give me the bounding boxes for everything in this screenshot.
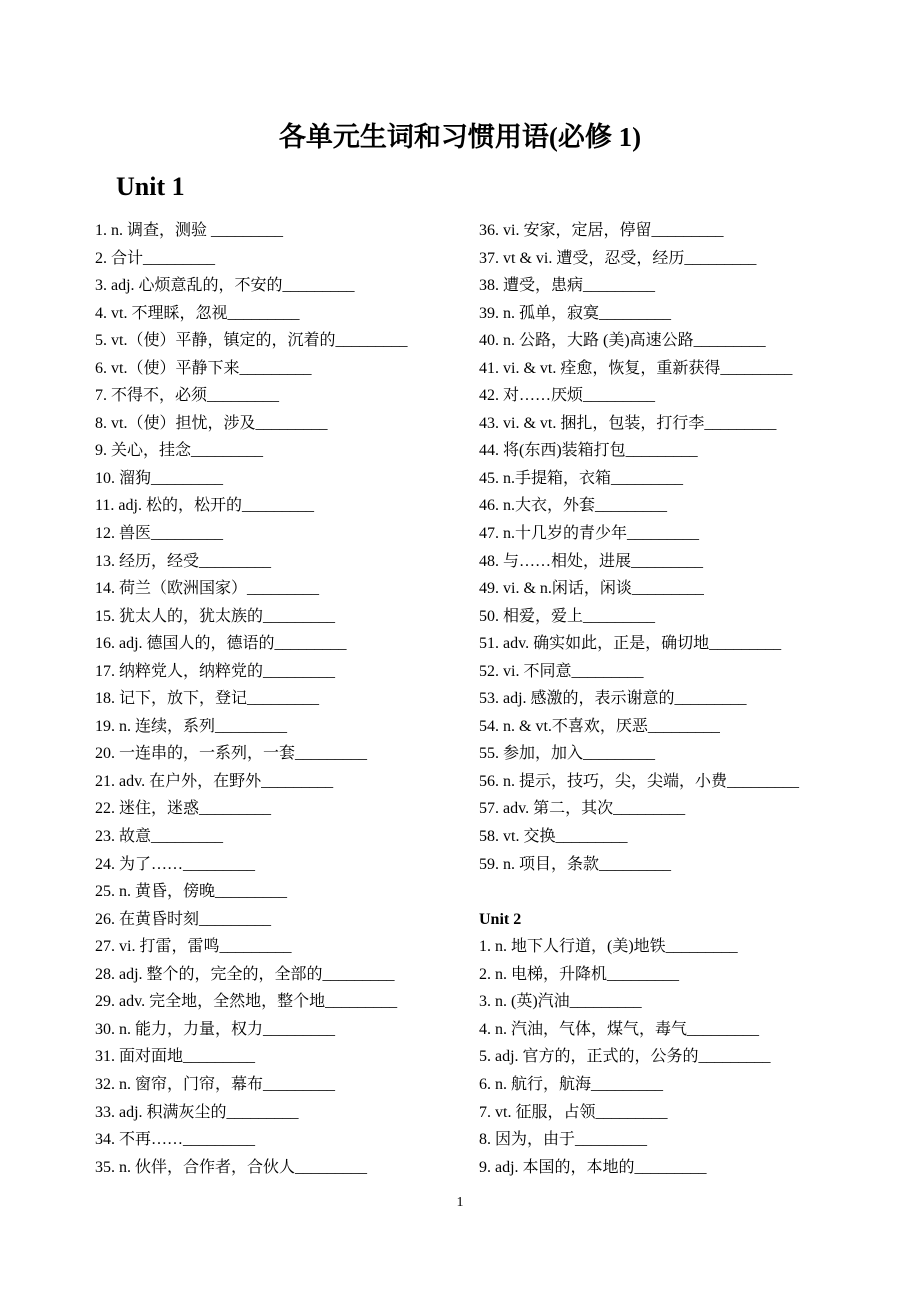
vocab-item: 1. n. 调查，测验 _________ xyxy=(95,222,284,239)
vocab-item: 49. vi. & n.闲话，闲谈_________ xyxy=(479,580,704,598)
vocab-item: 2. n. 电梯，升降机_________ xyxy=(479,965,680,983)
vocab-item: 26. 在黄昏时刻_________ xyxy=(95,910,272,928)
vocab-item: 12. 兽医_________ xyxy=(95,525,224,543)
vocab-item: 7. vt. 征服，占领_________ xyxy=(479,1103,668,1121)
vocab-item: 43. vi. & vt. 捆扎，包装，打行李_________ xyxy=(479,414,777,432)
vocab-item: 54. n. & vt.不喜欢，厌恶_________ xyxy=(479,717,720,735)
vocab-item: 47. n.十几岁的青少年_________ xyxy=(479,525,700,543)
right-column xyxy=(479,217,799,1181)
vocab-item: 34. 不再……_________ xyxy=(95,1131,256,1149)
vocab-item: 24. 为了……_________ xyxy=(95,855,256,873)
vocab-item: 52. vi. 不同意_________ xyxy=(479,662,644,680)
vocab-item: 28. adj. 整个的，完全的，全部的_________ xyxy=(95,965,395,983)
vocab-item: 4. n. 汽油，气体，煤气，毒气_________ xyxy=(479,1020,760,1038)
vocab-item: 6. vt.（使）平静下来_________ xyxy=(95,359,312,377)
vocab-item: 23. 故意_________ xyxy=(95,828,224,846)
page-number: 1 xyxy=(456,1195,464,1210)
vocab-item: 9. adj. 本国的，本地的_________ xyxy=(479,1158,707,1176)
vocab-item: 46. n.大衣，外套_________ xyxy=(479,497,668,515)
vocab-item: 33. adj. 积满灰尘的_________ xyxy=(95,1103,299,1121)
vocab-item: 18. 记下，放下，登记_________ xyxy=(95,690,320,708)
vocab-item: 22. 迷住，迷惑_________ xyxy=(95,800,272,818)
vocab-item: 8. vt.（使）担忧，涉及_________ xyxy=(95,414,328,432)
vocab-item: 45. n.手提箱，衣箱_________ xyxy=(479,469,684,487)
vocab-item: 42. 对……厌烦_________ xyxy=(479,387,656,405)
vocab-item: 44. 将(东西)装箱打包_________ xyxy=(479,442,698,460)
vocab-item: 38. 遭受，患病_________ xyxy=(479,277,656,295)
vocab-item: 7. 不得不，必须_________ xyxy=(95,387,280,405)
vocab-item: 6. n. 航行，航海_________ xyxy=(479,1075,664,1093)
vocab-item: 4. vt. 不理睬，忽视_________ xyxy=(95,304,300,322)
page-title: 各单元生词和习惯用语(必修 1) xyxy=(278,122,642,152)
vocab-item: 57. adv. 第二，其次_________ xyxy=(479,800,686,818)
vocab-item: 16. adj. 德国人的，德语的_________ xyxy=(95,635,347,653)
vocab-item: 2. 合计_________ xyxy=(95,249,216,267)
vocab-item: 27. vi. 打雷，雷鸣_________ xyxy=(95,938,292,956)
vocab-item: 17. 纳粹党人，纳粹党的_________ xyxy=(95,662,336,680)
unit-2-heading: Unit 2 xyxy=(479,910,522,928)
vocab-item: 31. 面对面地_________ xyxy=(95,1048,256,1066)
vocab-item: 3. n. (英)汽油_________ xyxy=(479,993,642,1011)
left-column xyxy=(95,217,407,1181)
vocab-item: 10. 溜狗_________ xyxy=(95,469,224,487)
vocab-item: 39. n. 孤单，寂寞_________ xyxy=(479,304,672,322)
vocab-item: 8. 因为，由于_________ xyxy=(479,1131,648,1149)
vocab-item: 11. adj. 松的，松开的_________ xyxy=(95,497,314,515)
vocab-item: 1. n. 地下人行道，(美)地铁_________ xyxy=(479,938,738,956)
vocab-item: 58. vt. 交换_________ xyxy=(479,828,628,846)
vocab-item: 53. adj. 感激的，表示谢意的_________ xyxy=(479,690,747,708)
vocab-item: 15. 犹太人的，犹太族的_________ xyxy=(95,607,336,625)
vocab-item: 9. 关心，挂念_________ xyxy=(95,442,264,460)
vocab-item: 5. vt.（使）平静，镇定的，沉着的_________ xyxy=(95,332,408,350)
vocab-item: 21. adv. 在户外，在野外_________ xyxy=(95,772,334,790)
vocab-item: 36. vi. 安家，定居，停留_________ xyxy=(479,222,724,239)
vocab-item: 32. n. 窗帘，门帘，幕布_________ xyxy=(95,1075,336,1093)
vocab-item: 29. adv. 完全地，全然地，整个地_________ xyxy=(95,993,398,1011)
vocab-item: 20. 一连串的，一系列，一套_________ xyxy=(95,745,368,763)
vocab-item: 50. 相爱，爱上_________ xyxy=(479,607,656,625)
vocab-item: 59. n. 项目，条款_________ xyxy=(479,855,672,873)
vocab-item: 51. adv. 确实如此，正是，确切地_________ xyxy=(479,635,782,653)
vocab-item: 13. 经历，经受_________ xyxy=(95,552,272,570)
vocab-item: 19. n. 连续，系列_________ xyxy=(95,717,288,735)
vocab-item: 55. 参加，加入_________ xyxy=(479,745,656,763)
vocab-item: 56. n. 提示，技巧，尖，尖端，小费_________ xyxy=(479,772,800,790)
vocab-item: 48. 与……相处，进展_________ xyxy=(479,552,704,570)
vocab-item: 37. vt & vi. 遭受，忍受，经历_________ xyxy=(479,249,757,267)
vocab-item: 30. n. 能力，力量，权力_________ xyxy=(95,1020,336,1038)
vocab-item: 40. n. 公路，大路 (美)高速公路_________ xyxy=(479,332,766,350)
vocab-item: 3. adj. 心烦意乱的，不安的_________ xyxy=(95,277,355,295)
vocab-item: 25. n. 黄昏，傍晚_________ xyxy=(95,883,288,901)
vocab-item: 14. 荷兰（欧洲国家）_________ xyxy=(95,580,320,598)
spacer xyxy=(479,878,799,906)
vocab-item: 41. vi. & vt. 痊愈，恢复，重新获得_________ xyxy=(479,359,793,377)
vocab-item: 5. adj. 官方的，正式的，公务的_________ xyxy=(479,1048,771,1066)
unit-1-heading: Unit 1 xyxy=(116,172,185,201)
vocab-item: 35. n. 伙伴，合作者，合伙人_________ xyxy=(95,1158,368,1176)
